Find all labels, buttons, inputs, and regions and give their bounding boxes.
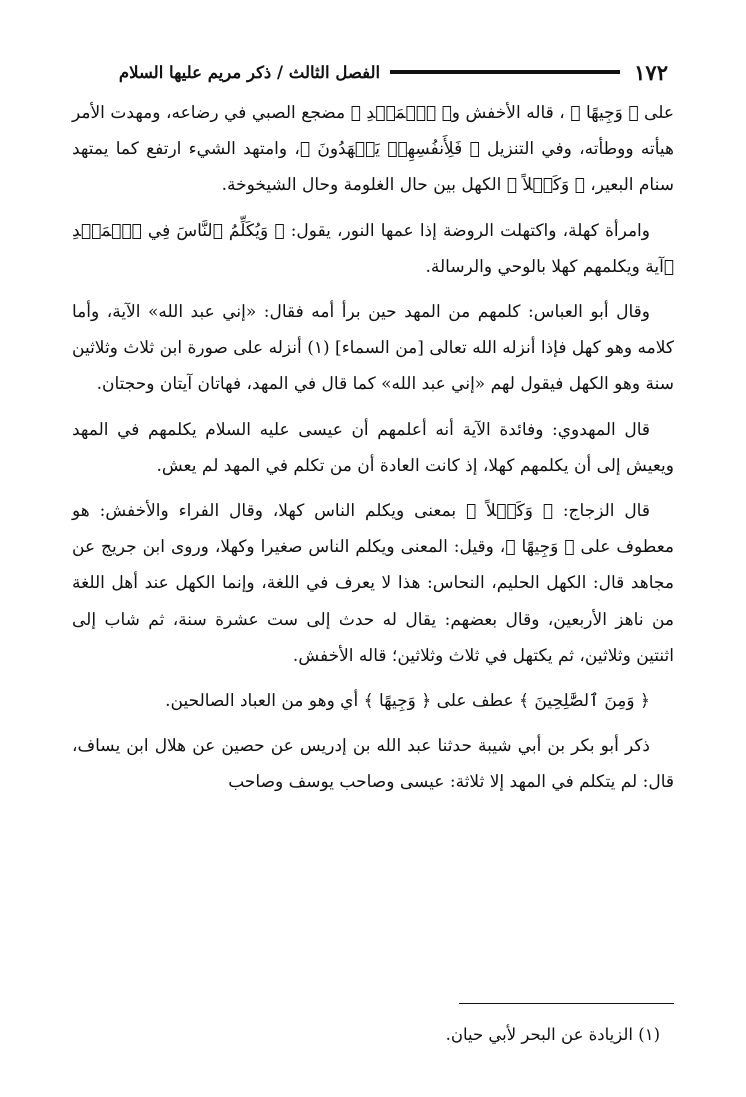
page-header [72, 56, 668, 88]
paragraph: وامرأة كهلة، واكتهلت الروضة إذا عمها النور، يقول: ﴿ وَيُكَلِّمُ ٱلنَّاسَ فِي ٱلۡمَهۡدِ ﴾آية ويكلمهم كهلا بالوحي والرسالة. [72, 220, 674, 277]
page-number: ١٧٢ [634, 59, 668, 85]
paragraph: قال الزجاج: ﴿ وَكَهۡلاً ﴾ بمعنى ويكلم الناس كهلا، وقال الفراء والأخفش: هو معطوف على ﴿ وَجِيهًا ﴾، وقيل: المعنى ويكلم الناس صغيرا وكهلا، وروى ابن جريج عن مجاهد قال: الكهل الحليم، النحاس: هذا لا يعرف في اللغة، وإنما الكهل عند أهل اللغة من ناهز الأربعين، وقال بعضهم: يقال له حدث إلى ست عشرة سنة، ثم شاب إلى اثنتين وثلاثين، ثم يكتهل في ثلاث وثلاثين؛ قاله الأخفش. [72, 501, 675, 666]
header-rule [390, 70, 620, 74]
paragraph: وقال أبو العباس: كلمهم من المهد حين برأ أمه فقال: «إني عبد الله» الآية، وأما كلامه وهو كهل فإذا أنزله الله تعالى [من السماء] (١) أنزله على صورة ابن ثلاث وثلاثين سنة وهو الكهل فيقول لهم «إني عبد الله» كما قال في المهد، فهاتان آيتان وحجتان. [72, 302, 675, 395]
paragraph: ﴿ وَمِنَ ٱلصَّٰلِحِينَ ﴾ عطف على ﴿ وَجِيهًا ﴾ أي وهو من العباد الصالحين. [165, 691, 650, 712]
footnote: (١) الزيادة عن البحر لأبي حيان. [445, 1025, 660, 1044]
paragraph: على ﴿ وَجِيهًا ﴾ ، قاله الأخفش و﴿ ٱلۡمَهۡدِ ﴾ مضجع الصبي في رضاعه، ومهدت الأمر هيأته ووطأته، وفي التنزيل ﴿ فَلِأَنفُسِهِمۡ يَمۡهَدُونَ ﴾، وامتهد الشيء ارتفع كما يمتهد سنام البعير، ﴿ وَكَهۡلاً ﴾ الكهل بين حال الغلومة وحال الشيخوخة. [72, 103, 674, 196]
running-title: الفصل الثالث / ذكر مريم عليها السلام [118, 62, 381, 82]
footnote-rule [459, 1003, 674, 1004]
body-text [72, 95, 674, 810]
paragraph: ذكر أبو بكر بن أبي شيبة حدثنا عبد الله بن إدريس عن حصين عن هلال ابن يساف، قال: لم يتكلم في المهد إلا ثلاثة: عيسى وصاحب يوسف وصاحب [72, 736, 674, 793]
paragraph: قال المهدوي: وفائدة الآية أنه أعلمهم أن عيسى عليه السلام يكلمهم في المهد ويعيش إلى أن يكلمهم كهلا، إذ كانت العادة أن من تكلم في المهد لم يعش. [72, 419, 674, 476]
